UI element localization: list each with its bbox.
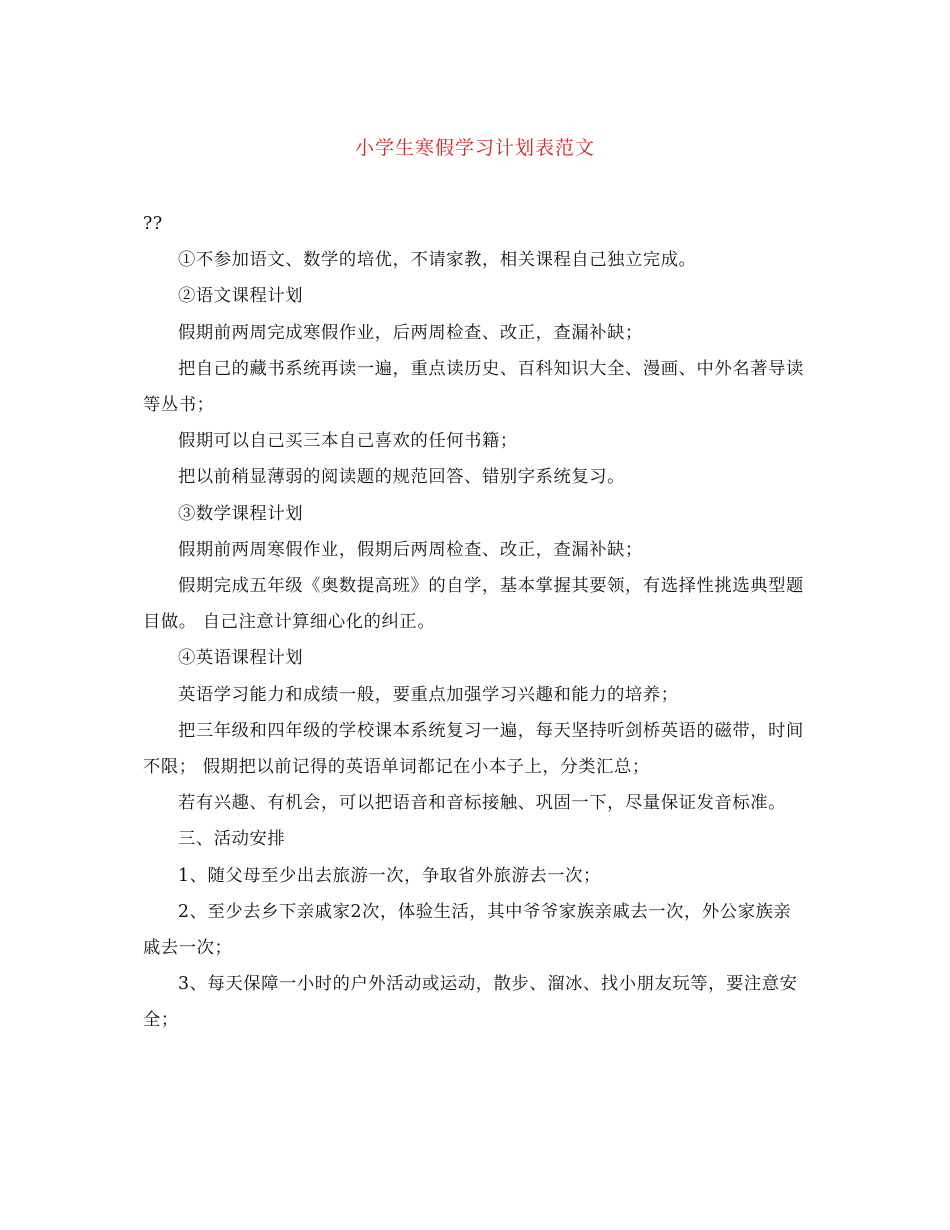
paragraph-activity-outdoor: 3、每天保障一小时的户外活动或运动，散步、溜冰、找小朋友玩等，要注意安全； xyxy=(143,974,798,1031)
paragraph-math-olympiad: 假期完成五年级《奥数提高班》的自学，基本掌握其要领，有选择性挑选典型题目做。 自己注意计算细心化的纠正。 xyxy=(143,576,804,633)
paragraph-chinese-review: 把以前稍显薄弱的阅读题的规范回答、错别字系统复习。 xyxy=(178,467,626,488)
heading-math-plan: ③数学课程计划 xyxy=(178,503,304,524)
heading-chinese-plan: ②语文课程计划 xyxy=(178,286,304,307)
paragraph-no-tutoring: ①不参加语文、数学的培优，不请家教，相关课程自己独立完成。 xyxy=(178,250,697,271)
paragraph-placeholder: ?? xyxy=(143,214,163,234)
heading-english-plan: ④英语课程计划 xyxy=(178,648,304,669)
paragraph-english-review: 把三年级和四年级的学校课本系统复习一遍，每天坚持听剑桥英语的磁带，时间不限； 假期把以前记得的英语单词都记在小本子上，分类汇总； xyxy=(143,720,804,778)
paragraph-chinese-books: 假期可以自己买三本自己喜欢的任何书籍； xyxy=(178,431,518,452)
document-body xyxy=(143,206,808,1039)
paragraph-math-homework: 假期前两周寒假作业，假期后两周检查、改正，查漏补缺； xyxy=(178,539,643,560)
paragraph-english-interest: 英语学习能力和成绩一般，要重点加强学习兴趣和能力的培养； xyxy=(178,684,679,705)
heading-activities: 三、活动安排 xyxy=(178,829,286,850)
paragraph-activity-travel: 1、随父母至少出去旅游一次，争取省外旅游去一次； xyxy=(178,865,601,886)
document-title: 小学生寒假学习计划表范文 xyxy=(354,137,595,159)
paragraph-chinese-homework: 假期前两周完成寒假作业，后两周检查、改正，查漏补缺； xyxy=(178,322,643,343)
paragraph-english-phonetics: 若有兴趣、有机会，可以把语音和音标接触、巩固一下，尽量保证发音标准。 xyxy=(178,793,786,814)
paragraph-activity-relatives: 2、至少去乡下亲戚家2次，体验生活，其中爷爷家族亲戚去一次，外公家族亲戚去一次； xyxy=(143,901,792,959)
paragraph-chinese-reading: 把自己的藏书系统再读一遍，重点读历史、百科知识大全、漫画、中外名著导读等丛书； xyxy=(143,358,804,416)
